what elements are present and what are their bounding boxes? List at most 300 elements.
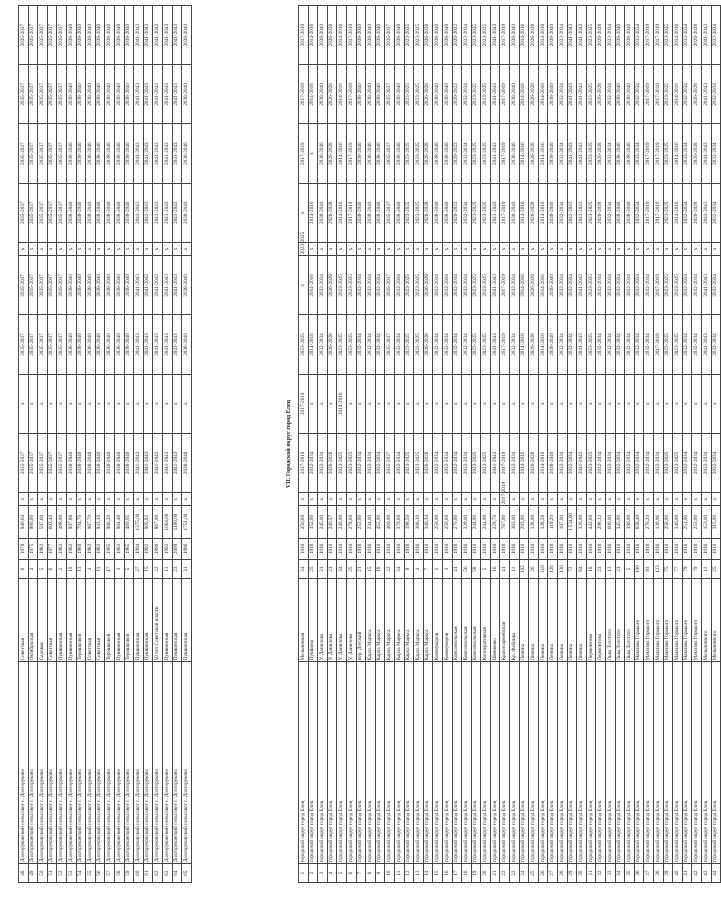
table-cell: 2038-2040 — [66, 315, 76, 374]
table-cell: x — [586, 242, 596, 255]
table-cell: 1916 — [625, 538, 635, 560]
table-row — [558, 6, 568, 883]
table-cell: 2032-2034 — [644, 433, 654, 492]
table-cell: 23 — [596, 560, 606, 579]
table-cell: x — [433, 374, 443, 433]
table-cell: 52 — [57, 864, 67, 883]
table-cell: 2038-2040 — [105, 256, 115, 315]
table-cell: 2038-2040 — [356, 65, 366, 124]
table-cell: 110 — [538, 560, 548, 579]
table-cell: 2014-2016 — [538, 65, 548, 124]
table-cell: 2017-2019 — [653, 183, 663, 242]
table-row — [673, 6, 683, 883]
table-row — [692, 6, 702, 883]
table-cell: 858,40 — [634, 506, 644, 538]
table-cell: 1916 — [471, 538, 481, 560]
table-cell: x — [490, 492, 500, 505]
table-cell: 11 — [394, 864, 404, 883]
table-cell: 2032-2034 — [462, 315, 472, 374]
table-cell: 2038-2040 — [124, 183, 134, 242]
table-cell: Максима Горького — [634, 579, 644, 662]
table-cell: Долгоруковский сельсовет с. Долгоруково — [95, 662, 105, 864]
table-cell: 2023-2025 — [586, 315, 596, 374]
table-cell: Красноармейская — [500, 579, 510, 662]
table-cell: Долгоруковский сельсовет с. Долгоруково — [153, 662, 163, 864]
table-cell: Максима Горького — [692, 579, 702, 662]
table-cell: 2035-2037 — [28, 65, 38, 124]
table-cell: 352,00 — [308, 506, 318, 538]
table-cell: x — [375, 374, 385, 433]
table-cell: 2035-2037 — [38, 433, 48, 492]
table-cell: 136 — [558, 560, 568, 579]
table-row — [711, 6, 721, 883]
table-cell: 326,00 — [577, 506, 587, 538]
table-cell: x — [337, 242, 347, 255]
table-cell: x — [644, 374, 654, 433]
table-cell: 2014-2016 — [337, 183, 347, 242]
table-cell: x — [538, 492, 548, 505]
table-row — [452, 6, 462, 883]
table-cell: 2038-2040 — [182, 433, 192, 492]
table-cell: 64 — [577, 560, 587, 579]
table-cell: x — [529, 492, 539, 505]
table-cell: 2014-2016 — [519, 183, 529, 242]
table-cell: 2026-2028 — [327, 124, 337, 183]
table-cell: Максима Горького — [673, 579, 683, 662]
table-cell: 2026-2028 — [529, 124, 539, 183]
table-cell: Ленина — [529, 579, 539, 662]
table-cell: городской округ город Елец — [558, 662, 568, 864]
table-cell: 597,60 — [38, 506, 48, 538]
table-cell: 2041-2043 — [577, 6, 587, 65]
table-cell: 42 — [692, 864, 702, 883]
table-cell: 197,00 — [558, 506, 568, 538]
table-cell: 256,00 — [299, 506, 309, 538]
table-cell: 2041-2043 — [162, 6, 172, 65]
table-cell: x — [394, 374, 404, 433]
table-cell: 2023-2025 — [586, 124, 596, 183]
table-cell: городской округ город Елец — [701, 662, 711, 864]
table-cell: 196,00 — [625, 506, 635, 538]
table-cell: 2023-2025 — [481, 256, 491, 315]
table-cell: 603,40 — [47, 506, 57, 538]
table-cell: 2032-2034 — [433, 315, 443, 374]
table-cell: 2023-2025 — [299, 242, 309, 255]
table-cell: 2014-2016 — [673, 6, 683, 65]
table-cell: 2041-2043 — [153, 65, 163, 124]
table-cell: 2026-2028 — [327, 433, 337, 492]
table-cell: 2014-2016 — [538, 256, 548, 315]
table-cell: 1916 — [510, 538, 520, 560]
table-cell: Октябрьская — [28, 579, 38, 662]
table-cell: 56 — [462, 560, 472, 579]
table-cell: городской округ город Елец — [510, 662, 520, 864]
table-cell: 1916 — [596, 538, 606, 560]
table-cell: x — [673, 492, 683, 505]
table-cell: 250,00 — [442, 506, 452, 538]
table-cell: 54 — [76, 864, 86, 883]
table-cell: 2032-2034 — [442, 315, 452, 374]
table-cell: 2038-2040 — [433, 124, 443, 183]
table-cell: 2032-2034 — [567, 256, 577, 315]
table-cell: 65 — [182, 864, 192, 883]
table-cell: 2041-2043 — [134, 256, 144, 315]
table-cell: 2017-2019 — [653, 256, 663, 315]
table-cell: городской округ город Елец — [519, 662, 529, 864]
table-cell: 21 — [356, 560, 366, 579]
table-cell: 2035-2037 — [19, 124, 29, 183]
table-cell: 79 — [692, 560, 702, 579]
table-cell: Карла Маркса — [394, 579, 404, 662]
table-cell: x — [471, 374, 481, 433]
table-cell: 24 — [299, 560, 309, 579]
table-cell: x — [57, 374, 67, 433]
table-cell: Максима Горького — [663, 579, 673, 662]
table-cell: x — [28, 374, 38, 433]
table-cell: 2026-2028 — [423, 433, 433, 492]
table-cell: 2023-2025 — [471, 65, 481, 124]
table-cell: 2032-2034 — [356, 433, 366, 492]
table-cell: 2041-2043 — [490, 6, 500, 65]
table-cell: 2032-2034 — [462, 124, 472, 183]
table-cell: городской округ город Елец — [299, 662, 309, 864]
table-cell: 2038-2040 — [394, 6, 404, 65]
table-cell: 2032-2034 — [462, 256, 472, 315]
table-cell: 72 — [567, 560, 577, 579]
table-cell: 2023-2025 — [471, 124, 481, 183]
table-cell: x — [586, 492, 596, 505]
table-cell: 2014-2016 — [519, 6, 529, 65]
table-cell: 943,30 — [95, 506, 105, 538]
table-cell: Максима Горького — [644, 579, 654, 662]
table-cell: x — [519, 492, 529, 505]
table-cell: 2026-2028 — [423, 65, 433, 124]
table-cell: 2032-2034 — [452, 315, 462, 374]
table-cell: 23 — [172, 560, 182, 579]
table-cell: 2038-2040 — [394, 183, 404, 242]
table-cell: 2038-2040 — [318, 65, 328, 124]
table-cell: x — [86, 242, 96, 255]
table-cell: 5 — [38, 560, 48, 579]
table-cell: Карла Маркса — [375, 579, 385, 662]
table-cell: x — [452, 374, 462, 433]
table-row — [596, 6, 606, 883]
table-cell: 2020-2022 — [452, 124, 462, 183]
table-cell: 2026-2028 — [529, 6, 539, 65]
table-cell: 11 — [95, 560, 105, 579]
table-cell: 2017-2019 — [500, 492, 510, 505]
table-cell: x — [153, 492, 163, 505]
table-cell: 57 — [105, 864, 115, 883]
table-cell: городской округ город Елец — [433, 662, 443, 864]
table-cell: 2038-2040 — [76, 183, 86, 242]
table-cell: 2041-2043 — [143, 124, 153, 183]
table-cell: 2041-2043 — [567, 65, 577, 124]
table-cell: городской округ город Елец — [529, 662, 539, 864]
table-cell: 2026-2028 — [692, 65, 702, 124]
table-cell: 2017-2019 — [346, 183, 356, 242]
table-cell: 5 — [481, 560, 491, 579]
table-cell: x — [114, 492, 124, 505]
table-cell: 2032-2034 — [558, 183, 568, 242]
table-cell: 93 — [644, 560, 654, 579]
table-cell: 2014-2016 — [337, 124, 347, 183]
table-cell: 36 — [634, 864, 644, 883]
table-cell: x — [414, 492, 424, 505]
table-cell: 2038-2040 — [76, 433, 86, 492]
table-cell: 2035-2037 — [57, 65, 67, 124]
table-cell: 3 — [114, 560, 124, 579]
table-cell: 2032-2034 — [596, 433, 606, 492]
table-cell: 2041-2043 — [490, 256, 500, 315]
table-cell: x — [299, 492, 309, 505]
table-cell: 2032-2034 — [394, 433, 404, 492]
table-cell: 2041-2043 — [162, 433, 172, 492]
table-cell: 2014-2016 — [308, 315, 318, 374]
table-cell: 2035-2037 — [19, 256, 29, 315]
table-cell: 2023-2025 — [337, 256, 347, 315]
table-cell: 2032-2034 — [433, 433, 443, 492]
table-row — [414, 6, 424, 883]
table-cell: 2023-2025 — [404, 256, 414, 315]
table-cell: x — [105, 242, 115, 255]
table-cell: 1916 — [653, 538, 663, 560]
table-cell: 2026-2028 — [529, 65, 539, 124]
table-cell: 2014-2016 — [308, 183, 318, 242]
table-cell: 2035-2037 — [38, 315, 48, 374]
table-cell: 1985 — [105, 538, 115, 560]
table-cell: 2041-2043 — [134, 6, 144, 65]
table-cell: 1996 — [153, 538, 163, 560]
table-cell: Карла Маркса — [414, 579, 424, 662]
table-cell: 2017-2019 — [299, 65, 309, 124]
table-cell: x — [57, 242, 67, 255]
table-cell: Долгоруковский сельсовет с. Долгоруково — [57, 662, 67, 864]
table-cell: 2014-2016 — [538, 433, 548, 492]
table-cell: 2032-2034 — [510, 433, 520, 492]
table-cell: 2032-2034 — [625, 433, 635, 492]
table-cell: 2035-2037 — [385, 433, 395, 492]
table-cell: 2038-2040 — [114, 315, 124, 374]
table-cell: городской округ город Елец — [663, 662, 673, 864]
table-cell: 2014-2016 — [538, 6, 548, 65]
table-cell: 2038-2040 — [124, 433, 134, 492]
table-cell: 2038-2040 — [375, 124, 385, 183]
table-cell: Советская — [47, 579, 57, 662]
table-cell: 2032-2034 — [634, 315, 644, 374]
table-cell: 23 — [510, 864, 520, 883]
table-cell: 2038-2040 — [95, 433, 105, 492]
table-cell: 17 — [452, 864, 462, 883]
table-cell: 48 — [19, 864, 29, 883]
table-cell: 2038-2040 — [124, 6, 134, 65]
table-cell: Долгоруковский сельсовет с. Долгоруково — [66, 662, 76, 864]
table-cell: 2038-2040 — [375, 183, 385, 242]
table-cell: 2032-2034 — [442, 256, 452, 315]
table-cell: 2038-2040 — [114, 433, 124, 492]
table-cell: 61 — [143, 864, 153, 883]
table-cell: 2032-2034 — [701, 433, 711, 492]
table-row — [66, 6, 76, 883]
table-cell: 2017-2019 — [299, 374, 309, 433]
table-cell: 2017-2019 — [500, 6, 510, 65]
table-cell: 2038-2040 — [394, 124, 404, 183]
table-cell: 75 — [663, 560, 673, 579]
table-cell: Долгоруковский сельсовет с. Долгоруково — [19, 662, 29, 864]
table-cell: У. Данилова — [346, 579, 356, 662]
table-cell: 2038-2040 — [548, 124, 558, 183]
table-cell: 79 — [682, 560, 692, 579]
table-cell: x — [299, 256, 309, 315]
table-cell: 8 — [366, 864, 376, 883]
table-cell: 997,80 — [66, 506, 76, 538]
table-cell: x — [337, 492, 347, 505]
table-cell: x — [105, 374, 115, 433]
table-cell: x — [134, 492, 144, 505]
table-cell: 2023-2025 — [414, 315, 424, 374]
table-cell: 2026-2028 — [529, 183, 539, 242]
table-cell: 2032-2034 — [558, 124, 568, 183]
table-cell: городской округ город Елец — [385, 662, 395, 864]
table-cell: 2032-2034 — [644, 315, 654, 374]
table-cell: 33 — [606, 864, 616, 883]
table-cell: x — [682, 242, 692, 255]
table-row — [375, 6, 385, 883]
table-cell: 2023-2025 — [404, 65, 414, 124]
table-cell: 2035-2037 — [385, 65, 395, 124]
table-cell: 2035-2037 — [38, 124, 48, 183]
table-cell: 2038-2040 — [442, 6, 452, 65]
table-cell: 2032-2034 — [625, 256, 635, 315]
table-cell: x — [615, 492, 625, 505]
table-cell: x — [153, 374, 163, 433]
table-cell: 2032-2034 — [634, 124, 644, 183]
table-cell: x — [346, 374, 356, 433]
table-cell: x — [57, 492, 67, 505]
table-cell: 27 — [548, 864, 558, 883]
table-cell: 2032-2034 — [462, 65, 472, 124]
table-cell: x — [606, 242, 616, 255]
table-cell: 14 — [423, 864, 433, 883]
table-cell: x — [19, 374, 29, 433]
table-cell: 2023-2025 — [471, 183, 481, 242]
table-cell: x — [471, 492, 481, 505]
table-cell: 2032-2034 — [615, 256, 625, 315]
table-row — [510, 6, 520, 883]
table-cell: x — [114, 242, 124, 255]
table-cell: x — [653, 492, 663, 505]
table-cell: x — [414, 242, 424, 255]
table-cell: 2038-2040 — [433, 183, 443, 242]
table-cell: 2032-2034 — [375, 256, 385, 315]
table-cell: 2038-2040 — [95, 256, 105, 315]
table-cell: x — [653, 374, 663, 433]
table-cell: 2032-2034 — [452, 433, 462, 492]
table-cell: x — [606, 374, 616, 433]
table-cell: Ленина — [558, 579, 568, 662]
table-cell: 249,00 — [337, 506, 347, 538]
table-cell: 2038-2040 — [66, 433, 76, 492]
table-cell: x — [634, 374, 644, 433]
table-cell: 2032-2034 — [653, 433, 663, 492]
table-cell: 35 — [625, 864, 635, 883]
table-cell: 1982 — [86, 538, 96, 560]
table-cell: 2032-2034 — [375, 315, 385, 374]
table-cell: 2035-2037 — [47, 315, 57, 374]
table-cell: 32 — [596, 864, 606, 883]
table-cell: Лермонтова — [596, 579, 606, 662]
table-cell: 2035-2037 — [57, 256, 67, 315]
table-row — [182, 6, 192, 883]
table-cell: Коммунаров — [433, 579, 443, 662]
table-cell: x — [19, 492, 29, 505]
table-cell: 41 — [682, 864, 692, 883]
table-row — [124, 6, 134, 883]
table-cell: 2041-2043 — [567, 124, 577, 183]
table-cell: 2032-2034 — [692, 315, 702, 374]
table-cell: 2023-2025 — [404, 433, 414, 492]
table-cell: 2017-2019 — [644, 183, 654, 242]
table-row — [86, 6, 96, 883]
table-row — [394, 6, 404, 883]
table-cell: 2032-2034 — [510, 315, 520, 374]
table-cell: x — [644, 242, 654, 255]
table-cell: 2038-2040 — [318, 6, 328, 65]
table-cell: 2032-2034 — [682, 433, 692, 492]
table-cell: 2041-2043 — [577, 124, 587, 183]
table-cell: 1916 — [452, 538, 462, 560]
table-cell: Долгоруковский сельсовет с. Долгоруково — [182, 662, 192, 864]
table-cell: 2032-2034 — [606, 65, 616, 124]
table-cell: 252,00 — [356, 506, 366, 538]
table-cell: 1985 — [124, 538, 134, 560]
table-cell: x — [711, 492, 721, 505]
table-cell: 60 — [134, 864, 144, 883]
table-cell: x — [567, 492, 577, 505]
table-cell: 2023-2025 — [481, 183, 491, 242]
table-cell: 2023-2025 — [586, 6, 596, 65]
table-cell: Долгоруковский сельсовет с. Долгоруково — [76, 662, 86, 864]
table-cell: 2026-2028 — [327, 256, 337, 315]
table-cell: x — [95, 492, 105, 505]
table-cell: 2023-2025 — [337, 433, 347, 492]
table-cell: 38 — [653, 864, 663, 883]
table-row — [653, 6, 663, 883]
table-cell: x — [318, 242, 328, 255]
table-cell: x — [76, 374, 86, 433]
table-cell: 2038-2040 — [356, 6, 366, 65]
table-cell: x — [404, 242, 414, 255]
table-cell: x — [105, 492, 115, 505]
table-cell: 2041-2043 — [490, 65, 500, 124]
table-cell: 2038-2040 — [442, 183, 452, 242]
table-cell: 49 — [28, 864, 38, 883]
table-cell: 2035-2037 — [47, 256, 57, 315]
table-row — [481, 6, 491, 883]
table-row — [346, 6, 356, 883]
table-cell: 1916 — [634, 538, 644, 560]
table-cell: городской округ город Елец — [692, 662, 702, 864]
table-cell: 2038-2040 — [95, 65, 105, 124]
table-cell: x — [500, 374, 510, 433]
table-cell: 2035-2037 — [38, 6, 48, 65]
table-cell: 22 — [153, 560, 163, 579]
table-cell: Комсомольская — [471, 579, 481, 662]
table-row — [500, 6, 510, 883]
table-cell: 2023-2025 — [299, 315, 309, 374]
table-cell: 31 — [182, 560, 192, 579]
table-row — [172, 6, 182, 883]
